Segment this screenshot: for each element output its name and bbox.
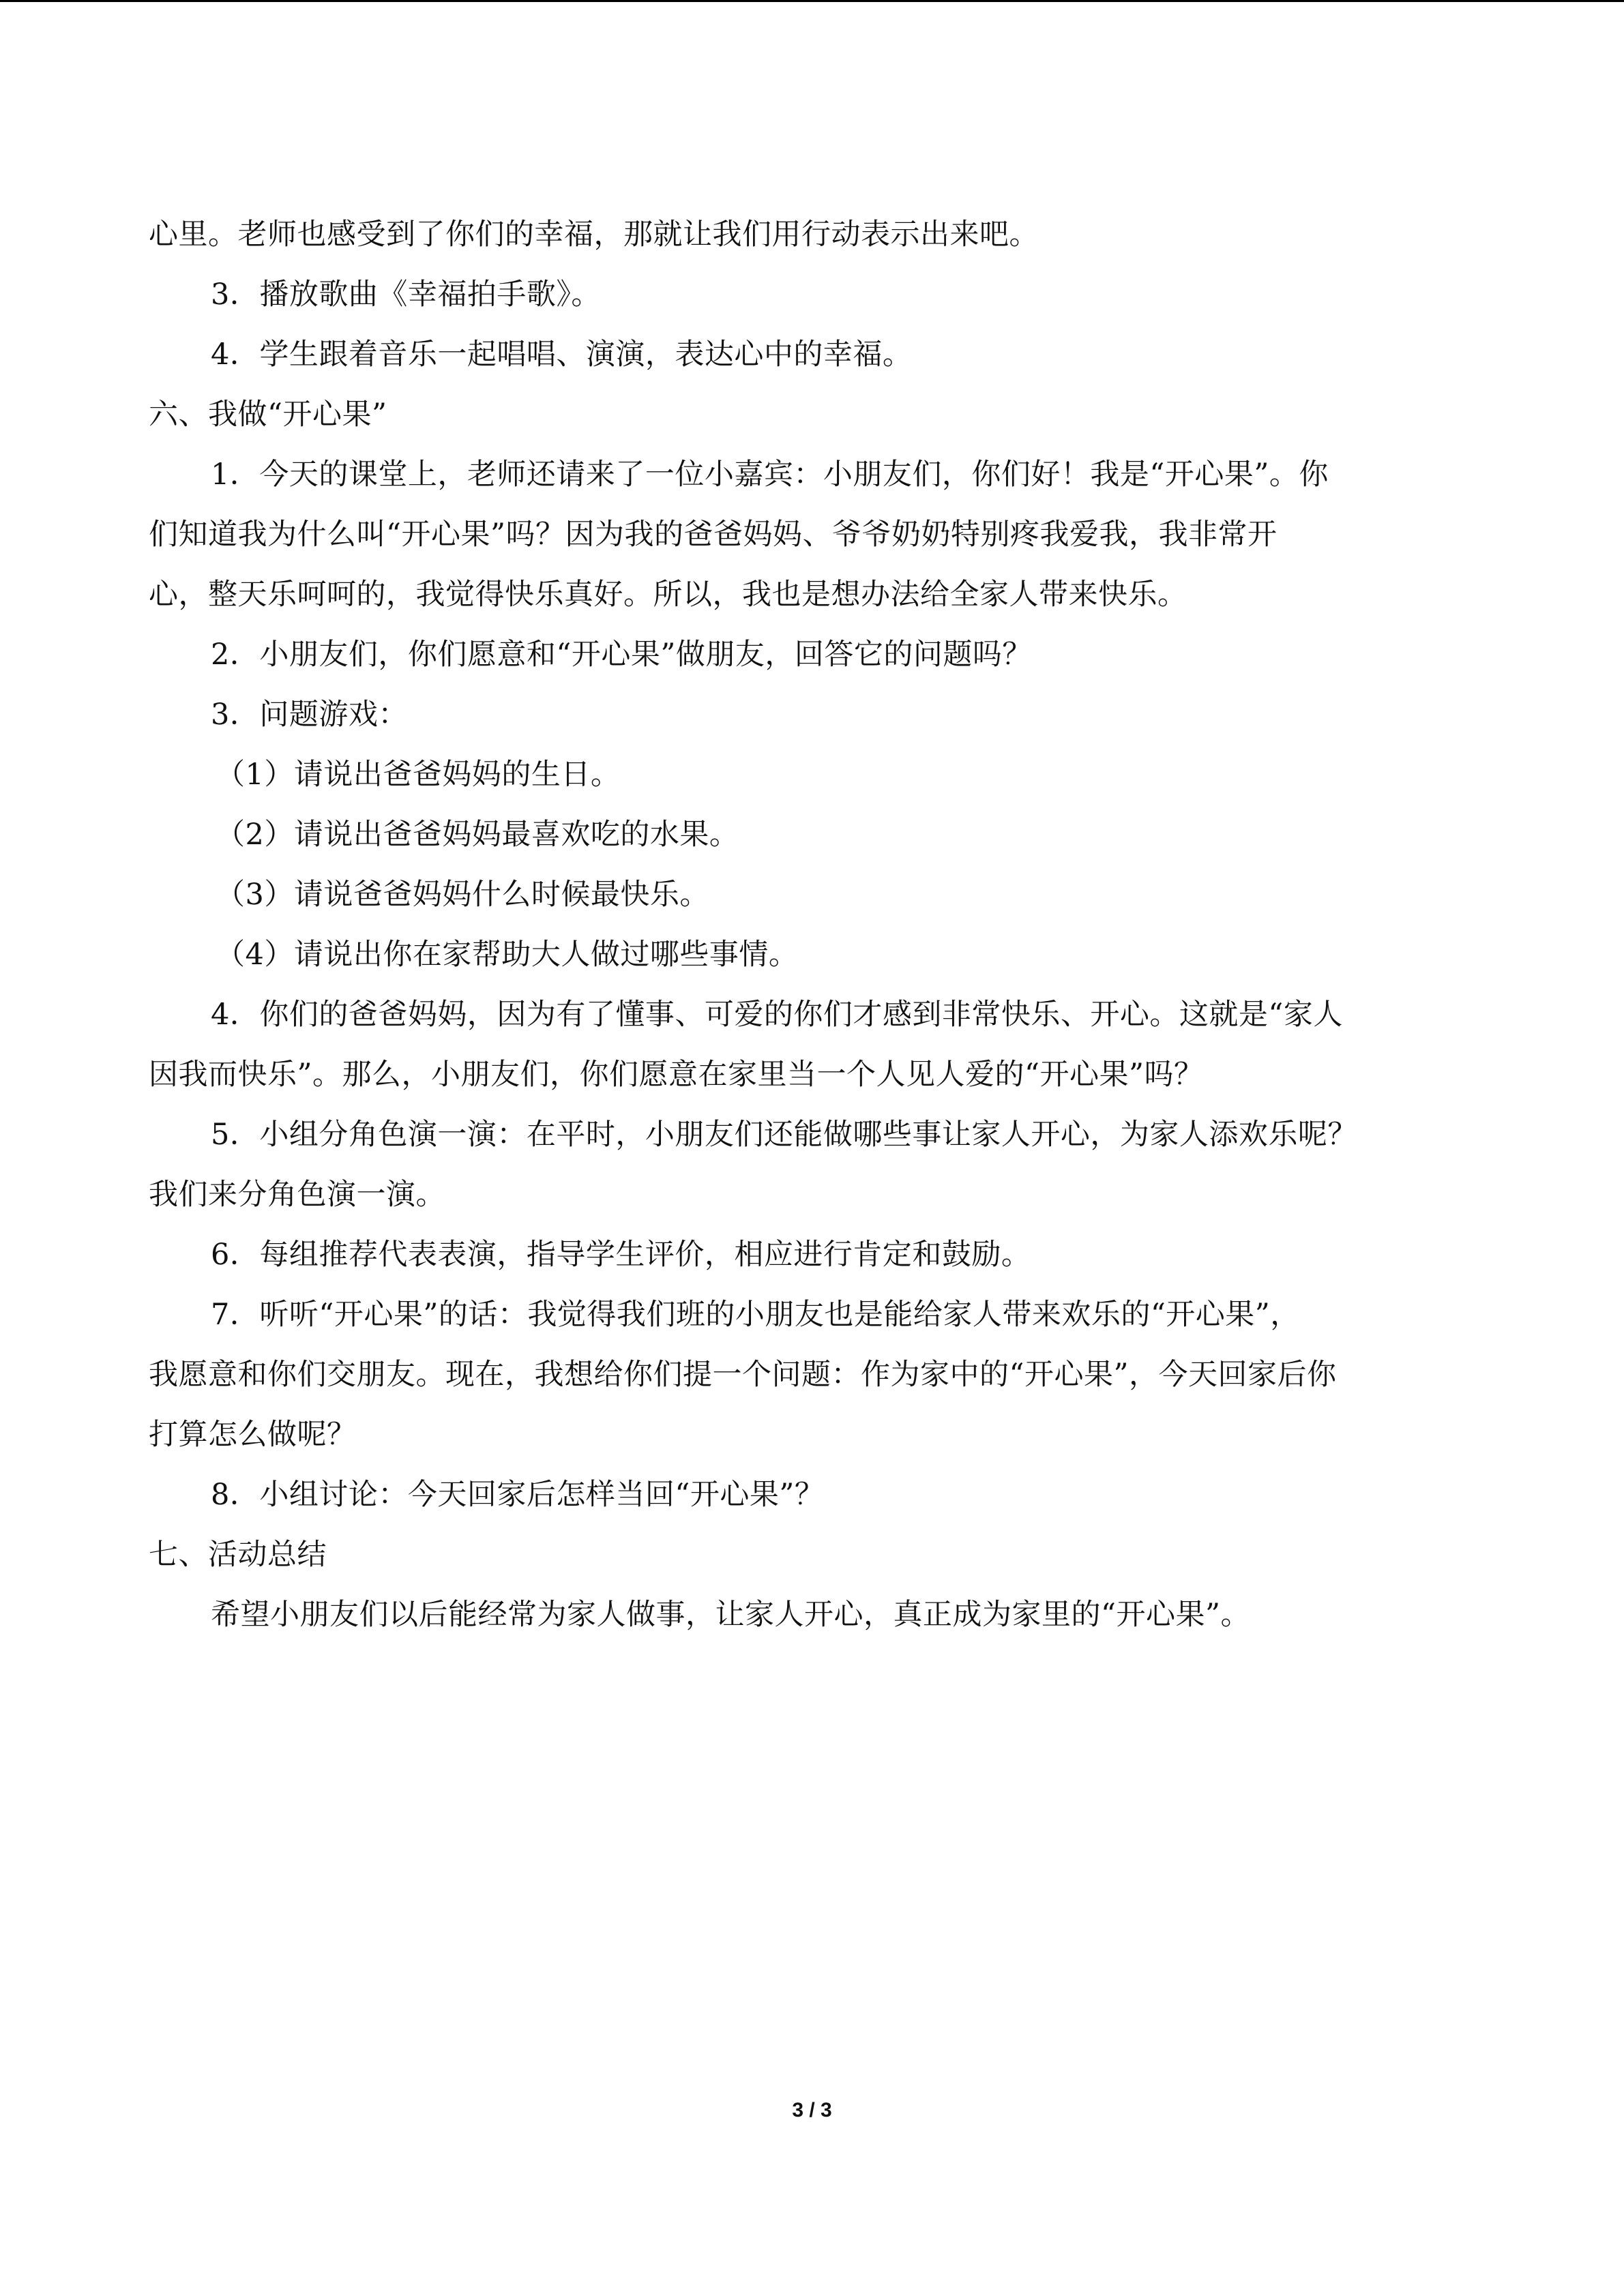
paragraph-line: 心里。老师也感受到了你们的幸福，那就让我们用行动表示出来吧。 (149, 218, 1039, 252)
list-item: 7．听听“开心果”的话：我觉得我们班的小朋友也是能给家人带来欢乐的“开心果”， (211, 1298, 1300, 1332)
page-number: 3 / 3 (792, 2099, 832, 2121)
paragraph-line: 希望小朋友们以后能经常为家人做事，让家人开心，真正成为家里的“开心果”。 (211, 1598, 1250, 1632)
list-item: 4．你们的爸爸妈妈，因为有了懂事、可爱的你们才感到非常快乐、开心。这就是“家人 (211, 998, 1343, 1032)
section-heading: 六、我做“开心果” (149, 398, 387, 432)
sub-list-item: （3）请说爸爸妈妈什么时候最快乐。 (216, 878, 709, 912)
list-item: 8．小组讨论：今天回家后怎样当回“开心果”？ (211, 1478, 825, 1512)
list-item: 3．播放歌曲《幸福拍手歌》。 (211, 278, 601, 312)
paragraph-line: 因我而快乐”。那么，小朋友们，你们愿意在家里当一个人见人爱的“开心果”吗？ (149, 1058, 1204, 1092)
list-item: 1．今天的课堂上，老师还请来了一位小嘉宾：小朋友们，你们好！我是“开心果”。你 (211, 458, 1329, 492)
list-item: 2．小朋友们，你们愿意和“开心果”做朋友，回答它的问题吗？ (211, 638, 1032, 672)
section-heading: 七、活动总结 (149, 1538, 327, 1572)
paragraph-line: 我们来分角色演一演。 (149, 1178, 445, 1212)
document-body (149, 205, 1479, 1645)
paragraph-line: 们知道我为什么叫“开心果”吗？因为我的爸爸妈妈、爷爷奶奶特别疼我爱我，我非常开 (149, 518, 1278, 552)
list-item: 6．每组推荐代表表演，指导学生评价，相应进行肯定和鼓励。 (211, 1238, 1031, 1272)
list-item: 3．问题游戏： (211, 698, 408, 732)
sub-list-item: （2）请说出爸爸妈妈最喜欢吃的水果。 (216, 818, 739, 852)
list-item: 5．小组分角色演一演：在平时，小朋友们还能做哪些事让家人开心，为家人添欢乐呢？ (211, 1118, 1357, 1152)
paragraph-line: 我愿意和你们交朋友。现在，我想给你们提一个问题：作为家中的“开心果”，今天回家后你 (149, 1358, 1337, 1392)
sub-list-item: （1）请说出爸爸妈妈的生日。 (216, 758, 621, 792)
top-border-rule (0, 0, 1624, 2)
paragraph-line: 心，整天乐呵呵的，我觉得快乐真好。所以，我也是想办法给全家人带来快乐。 (149, 578, 1187, 612)
sub-list-item: （4）请说出你在家帮助大人做过哪些事情。 (216, 938, 799, 972)
list-item: 4．学生跟着音乐一起唱唱、演演，表达心中的幸福。 (211, 338, 913, 372)
paragraph-line: 打算怎么做呢？ (149, 1418, 357, 1452)
